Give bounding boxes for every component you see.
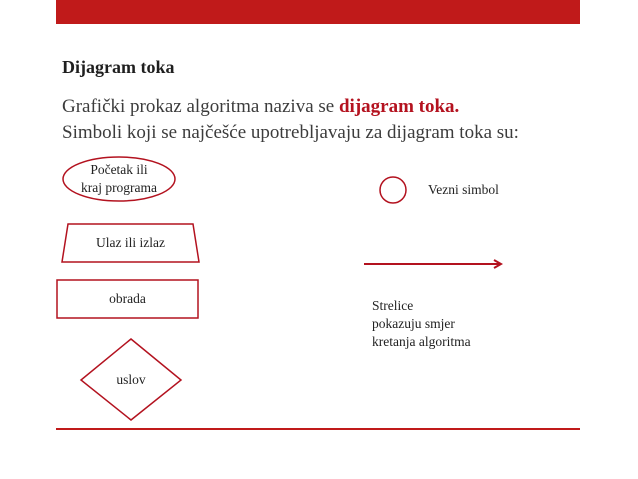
arrow-description-line-1: Strelice [372,298,414,313]
bottom-divider [56,428,580,430]
connector-circle-shape [380,177,406,203]
intro-line-1-prefix: Grafički prokaz algoritma naziva se [62,96,339,117]
connector-label: Vezni simbol [428,182,499,197]
decision-label: uslov [116,372,146,387]
arrow-description [372,297,471,351]
process-label: obrada [109,291,146,306]
highlighted-term: dijagram toka. [338,96,460,117]
io-label: Ulaz ili izlaz [96,235,165,250]
terminal-label [64,161,174,197]
slide-title: Dijagram toka [62,57,175,77]
terminal-label-line-2: kraj programa [80,180,158,195]
arrow-description-line-3: kretanja algoritma [372,334,471,349]
intro-line-2: Simboli koji se najčešće upotrebljavaju za dijagram toka su: [62,122,519,143]
arrow-description-line-2: pokazuju smjer [372,316,455,331]
terminal-label-line-1: Početak ili [90,162,148,177]
